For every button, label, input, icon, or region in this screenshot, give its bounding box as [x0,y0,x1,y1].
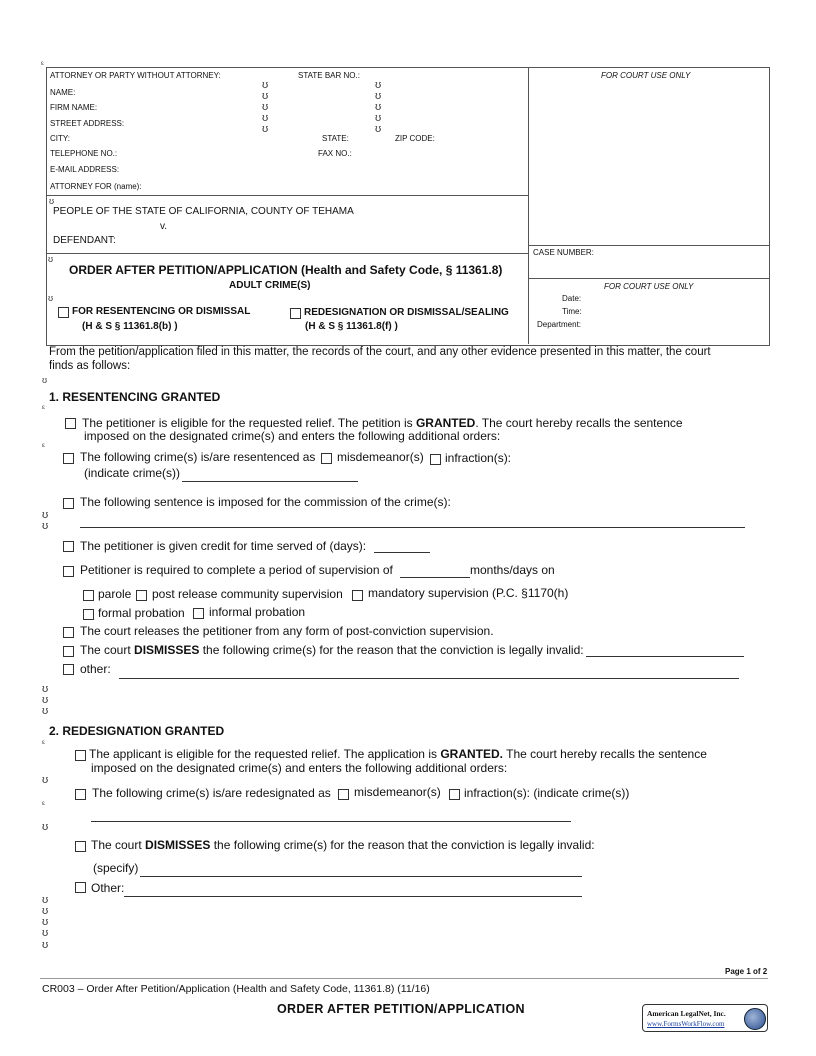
glyph-mark: ʊ [375,90,382,102]
s1-dismiss-checkbox[interactable] [63,646,74,657]
court-use-only: FOR COURT USE ONLY [601,71,691,80]
glyph-mark: ᵋ [41,59,44,69]
glyph-mark: ʊ [42,939,49,951]
firm-label: FIRM NAME: [50,103,98,112]
glyph-mark: ʊ [375,112,382,124]
section-2-heading: 2. REDESIGNATION GRANTED [49,724,225,738]
s1-credit-line[interactable] [374,552,430,553]
s1-informal-label: informal probation [209,605,306,619]
glyph-mark: ʊ [42,894,49,906]
telephone-label: TELEPHONE NO.: [50,149,118,158]
resentencing-checkbox[interactable] [58,307,69,318]
s1-dismiss-a: The court [80,643,135,657]
time-label: Time: [562,307,582,316]
s2-specify-line[interactable] [140,876,582,877]
s1-sentence-text: The following sentence is imposed for the commission of the crime(s): [80,495,451,509]
glyph-mark: ʊ [262,101,269,113]
s1-infraction-label: infraction(s): [445,451,512,465]
glyph-mark: ʊ [262,123,269,135]
s1-dismisses: DISMISSES [134,643,200,657]
logo-company: American LegalNet, Inc. [647,1009,726,1018]
glyph-mark: ʊ [42,905,49,917]
glyph-mark: ʊ [42,774,49,786]
court-use-only-2: FOR COURT USE ONLY [604,282,694,291]
s1-eligible-b: . The court hereby recalls the sentence [475,416,683,430]
s1-months-text: months/days on [470,563,555,577]
footer-title: ORDER AFTER PETITION/APPLICATION [277,1002,525,1016]
logo-globe-icon [744,1008,766,1030]
s2-redesignated-checkbox[interactable] [75,789,86,800]
s1-other-line[interactable] [119,678,739,679]
s1-prcs-label: post release community supervision [152,587,343,601]
s1-misdemeanor-checkbox[interactable] [321,453,332,464]
people-caption: PEOPLE OF THE STATE OF CALIFORNIA, COUNTY OF TEHAMA [53,206,354,217]
s1-formal-checkbox[interactable] [83,609,94,620]
zip-label: ZIP CODE: [395,134,435,143]
s1-parole-label: parole [98,587,132,601]
glyph-mark: ʊ [262,112,269,124]
s2-eligible-text [89,747,707,761]
fax-label: FAX NO.: [318,149,352,158]
glyph-mark: ʊ [42,821,49,833]
s1-other-checkbox[interactable] [63,664,74,675]
s2-eligible-checkbox[interactable] [75,750,86,761]
s2-eligible-b: The court hereby recalls the sentence [503,747,707,761]
glyph-mark: ʊ [42,705,49,717]
s2-dismisses: DISMISSES [145,838,211,852]
glyph-mark: ʊ [42,927,49,939]
defendant-label: DEFENDANT: [53,235,116,246]
glyph-mark: ʊ [375,79,382,91]
name-label: NAME: [50,88,76,97]
footer-rule [40,978,768,979]
s2-eligible-a: The applicant is eligible for the requested relief. The application is [89,747,441,761]
s1-releases-text: The court releases the petitioner from any form of post-conviction supervision. [80,624,494,638]
s2-dismiss-checkbox[interactable] [75,841,86,852]
s1-supervision-checkbox[interactable] [63,566,74,577]
s1-dismiss-b: the following crime(s) for the reason that the conviction is legally invalid: [199,643,584,657]
s2-dismiss-text [91,838,595,852]
glyph-mark: ʊ [375,101,382,113]
glyph-mark: ᵋ [42,799,45,809]
divider [528,67,529,344]
form-subtitle: ADULT CRIME(S) [229,280,311,291]
s1-misdemeanor-label: misdemeanor(s) [337,450,424,464]
s1-releases-checkbox[interactable] [63,627,74,638]
s1-eligible-text [82,416,683,430]
s1-eligible-a: The petitioner is eligible for the requested relief. The petition is [82,416,416,430]
s1-resentenced-text: The following crime(s) is/are resentenced as [80,450,316,464]
glyph-mark: ʊ [42,375,48,385]
findings-intro-2: finds as follows: [49,360,131,372]
s1-sentence-checkbox[interactable] [63,498,74,509]
department-label: Department: [537,320,582,329]
s2-other-label: Other: [91,881,125,895]
page-number: Page 1 of 2 [725,967,768,976]
s1-resentenced-checkbox[interactable] [63,453,74,464]
s2-infraction-checkbox[interactable] [449,789,460,800]
divider [46,195,528,196]
s1-informal-checkbox[interactable] [193,608,204,619]
section-1-heading: 1. RESENTENCING GRANTED [49,390,221,404]
divider [528,278,769,279]
street-label: STREET ADDRESS: [50,119,125,128]
s2-dismiss-a: The court [91,838,146,852]
s1-credit-text: The petitioner is given credit for time served of (days): [80,539,367,553]
s2-specify-label: (specify) [93,861,139,875]
s2-misdemeanor-label: misdemeanor(s) [354,785,441,799]
s2-other-line[interactable] [124,896,582,897]
s1-indicate-line[interactable] [182,481,358,482]
s2-infraction-label: infraction(s): (indicate crime(s)) [464,786,630,800]
s2-redesignated-text: The following crime(s) is/are redesignated as [92,786,331,800]
glyph-mark: ʊ [262,79,269,91]
redesignation-option: REDESIGNATION OR DISMISSAL/SEALING [304,307,509,318]
redesignation-checkbox[interactable] [290,308,301,319]
s1-dismiss-text [80,643,584,657]
s1-credit-checkbox[interactable] [63,541,74,552]
case-number-label: CASE NUMBER: [533,248,594,257]
glyph-mark: ʊ [375,123,382,135]
attorney-header: ATTORNEY OR PARTY WITHOUT ATTORNEY: [50,71,221,80]
s2-eligible-text-2: imposed on the designated crime(s) and enters the following additional orders: [91,761,508,775]
s1-parole-checkbox[interactable] [83,590,94,601]
findings-intro: From the petition/application filed in this matter, the records of the court, and any other evidence presented in this matter, the court [49,346,711,358]
s1-supervision-line[interactable] [400,577,470,578]
s1-other-label: other: [80,662,111,676]
divider [46,253,528,254]
email-label: E-MAIL ADDRESS: [50,165,120,174]
s1-sentence-line[interactable] [80,527,745,528]
glyph-mark: ᵋ [42,441,45,451]
redesignation-code: (H & S § 11361.8(f) ) [305,321,398,332]
s1-prcs-checkbox[interactable] [136,590,147,601]
glyph-mark: ʊ [42,509,49,521]
date-label: Date: [562,294,582,303]
s1-eligible-checkbox[interactable] [65,418,76,429]
logo-url: www.FormsWorkFlow.com [647,1020,725,1028]
glyph-mark: ʊ [48,254,54,264]
resentencing-code: (H & S § 11361.8(b) ) [82,321,178,332]
form-title: ORDER AFTER PETITION/APPLICATION (Health and Safety Code, § 11361.8) [69,263,503,277]
versus: v. [160,221,168,232]
glyph-mark: ʊ [42,520,49,532]
s1-infraction-checkbox[interactable] [430,454,441,465]
state-bar-label: STATE BAR NO.: [298,71,360,80]
city-label: CITY: [50,134,71,143]
glyph-mark: ᵋ [42,403,45,413]
glyph-mark: ʊ [42,694,49,706]
s2-dismiss-b: the following crime(s) for the reason that the conviction is legally invalid: [210,838,595,852]
glyph-mark: ᵋ [42,738,45,748]
glyph-mark: ʊ [262,90,269,102]
resentencing-option: FOR RESENTENCING OR DISMISSAL [72,306,251,317]
s1-indicate-label: (indicate crime(s)) [84,466,181,480]
state-label: STATE: [322,134,349,143]
s1-eligible-text-2: imposed on the designated crime(s) and enters the following additional orders: [84,429,501,443]
form-id: CR003 – Order After Petition/Application (Health and Safety Code, 11361.8) (11/16) [42,983,430,995]
s1-dismiss-line[interactable] [586,656,744,657]
s1-mandatory-checkbox[interactable] [352,590,363,601]
s1-formal-label: formal probation [98,606,185,620]
glyph-mark: ʊ [42,916,49,928]
attorney-for-label: ATTORNEY FOR (name): [50,182,142,191]
glyph-mark: ʊ [48,293,54,303]
s1-granted: GRANTED [415,416,476,430]
s2-other-checkbox[interactable] [75,882,86,893]
s2-crimes-line[interactable] [91,821,571,822]
s2-granted: GRANTED. [440,747,503,761]
legalnet-logo[interactable] [642,1004,768,1032]
glyph-mark: ʊ [49,196,55,206]
glyph-mark: ʊ [42,683,49,695]
s2-misdemeanor-checkbox[interactable] [338,789,349,800]
s1-supervision-text: Petitioner is required to complete a period of supervision of [80,563,393,577]
divider [528,245,769,246]
s1-mandatory-label: mandatory supervision (P.C. §1170(h) [368,586,569,600]
